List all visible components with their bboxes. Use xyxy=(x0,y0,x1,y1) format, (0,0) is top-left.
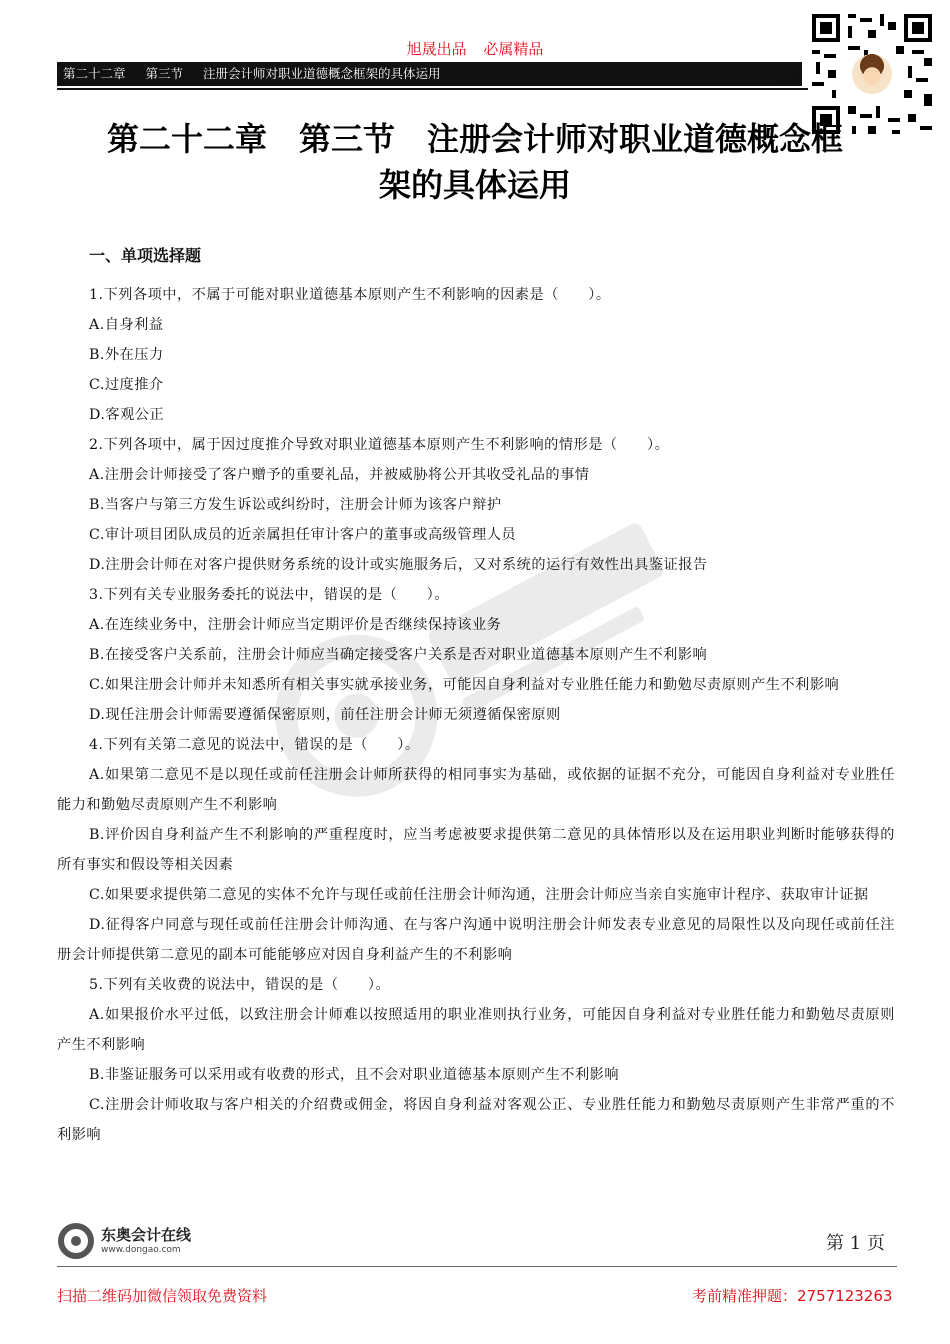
promo-left: 旭晟出品 xyxy=(406,40,467,58)
header-divider xyxy=(57,88,897,90)
paragraph: B.当客户与第三方发生诉讼或纠纷时，注册会计师为该客户辩护 xyxy=(89,497,502,513)
paragraph: C.注册会计师收取与客户相关的介绍费或佣金，将因自身利益对客观公正、专业胜任能力和勤勉尽责原则产生非常严重的不利影响 xyxy=(57,1097,895,1143)
paragraph: A.在连续业务中，注册会计师应当定期评价是否继续保持该业务 xyxy=(89,617,502,633)
paragraph: 1.下列各项中，不属于可能对职业道德基本原则产生不利影响的因素是（ ）。 xyxy=(89,287,611,303)
paragraph: A.自身利益 xyxy=(89,317,164,333)
paragraph: D.客观公正 xyxy=(89,407,165,423)
page-number: 第 1 页 xyxy=(826,1233,885,1254)
paragraph: C.如果要求提供第二意见的实体不允许与现任或前任注册会计师沟通，注册会计师应当亲自实施审计程序、获取审计证据 xyxy=(89,887,869,903)
title-line-2: 架的具体运用 xyxy=(378,166,571,204)
header-section: 第三节 xyxy=(145,66,184,81)
paragraph: D.征得客户同意与现任或前任注册会计师沟通、在与客户沟通中说明注册会计师发表专业意见的局限性以及向现任或前任注册会计师提供第二意见的副本可能能够应对因自身利益产生的不利影响 xyxy=(57,917,895,963)
header-topic: 注册会计师对职业道德概念框架的具体运用 xyxy=(203,66,441,81)
header-source: 出自 xyxy=(778,72,803,86)
footer-divider xyxy=(57,1266,897,1267)
running-header xyxy=(57,62,802,86)
paragraph: C.审计项目团队成员的近亲属担任审计客户的董事或高级管理人员 xyxy=(89,527,517,543)
brand-url: www.dongao.com xyxy=(101,1245,181,1255)
paragraph: D.注册会计师在对客户提供财务系统的设计或实施服务后，又对系统的运行有效性出具鉴证报告 xyxy=(89,557,708,573)
paragraph: 4.下列有关第二意见的说法中，错误的是（ ）。 xyxy=(89,737,420,753)
brand-name: 东奥会计在线 xyxy=(101,1226,192,1244)
question-list xyxy=(57,280,895,1150)
paragraph: B.非鉴证服务可以采用或有收费的形式，且不会对职业道德基本原则产生不利影响 xyxy=(89,1067,620,1083)
promo-right: 必属精品 xyxy=(483,40,544,58)
footer-promo-right: 考前精准押题：2757123263 xyxy=(692,1287,893,1305)
title-line-1: 第二十二章 第三节 注册会计师对职业道德概念框 xyxy=(106,120,843,158)
paragraph: A.如果第二意见不是以现任或前任注册会计师所获得的相同事实为基础，或依据的证据不充分，可能因自身利益对专业胜任能力和勤勉尽责原则产生不利影响 xyxy=(57,767,895,813)
paragraph: A.注册会计师接受了客户赠予的重要礼品，并被威胁将公开其收受礼品的事情 xyxy=(89,467,590,483)
paragraph: 5.下列有关收费的说法中，错误的是（ ）。 xyxy=(89,977,391,993)
paragraph: A.如果报价水平过低，以致注册会计师难以按照适用的职业准则执行业务，可能因自身利益对专业胜任能力和勤勉尽责原则产生不利影响 xyxy=(57,1007,895,1053)
footer-promo-left: 扫描二维码加微信领取免费资料 xyxy=(57,1287,268,1305)
paragraph: D.现任注册会计师需要遵循保密原则，前任注册会计师无须遵循保密原则 xyxy=(89,707,561,723)
paragraph: 2.下列各项中，属于因过度推介导致对职业道德基本原则产生不利影响的情形是（ ）。 xyxy=(89,437,670,453)
paragraph: 3.下列有关专业服务委托的说法中，错误的是（ ）。 xyxy=(89,587,449,603)
paragraph: B.评价因自身利益产生不利影响的严重程度时，应当考虑被要求提供第二意见的具体情形以及在运用职业判断时能够获得的所有事实和假设等相关因素 xyxy=(57,827,895,873)
paragraph: B.外在压力 xyxy=(89,347,164,363)
paragraph: C.如果注册会计师并未知悉所有相关事实就承接业务，可能因自身利益对专业胜任能力和勤勉尽责原则产生不利影响 xyxy=(89,677,840,693)
dongao-logo-icon xyxy=(57,1222,95,1260)
section-heading: 一、单项选择题 xyxy=(89,246,202,265)
paragraph: C.过度推介 xyxy=(89,377,164,393)
paragraph: B.在接受客户关系前，注册会计师应当确定接受客户关系是否对职业道德基本原则产生不利影响 xyxy=(89,647,708,663)
footer-brand xyxy=(57,1222,191,1260)
document-title xyxy=(40,116,910,208)
header-chapter: 第二十二章 xyxy=(63,66,126,81)
